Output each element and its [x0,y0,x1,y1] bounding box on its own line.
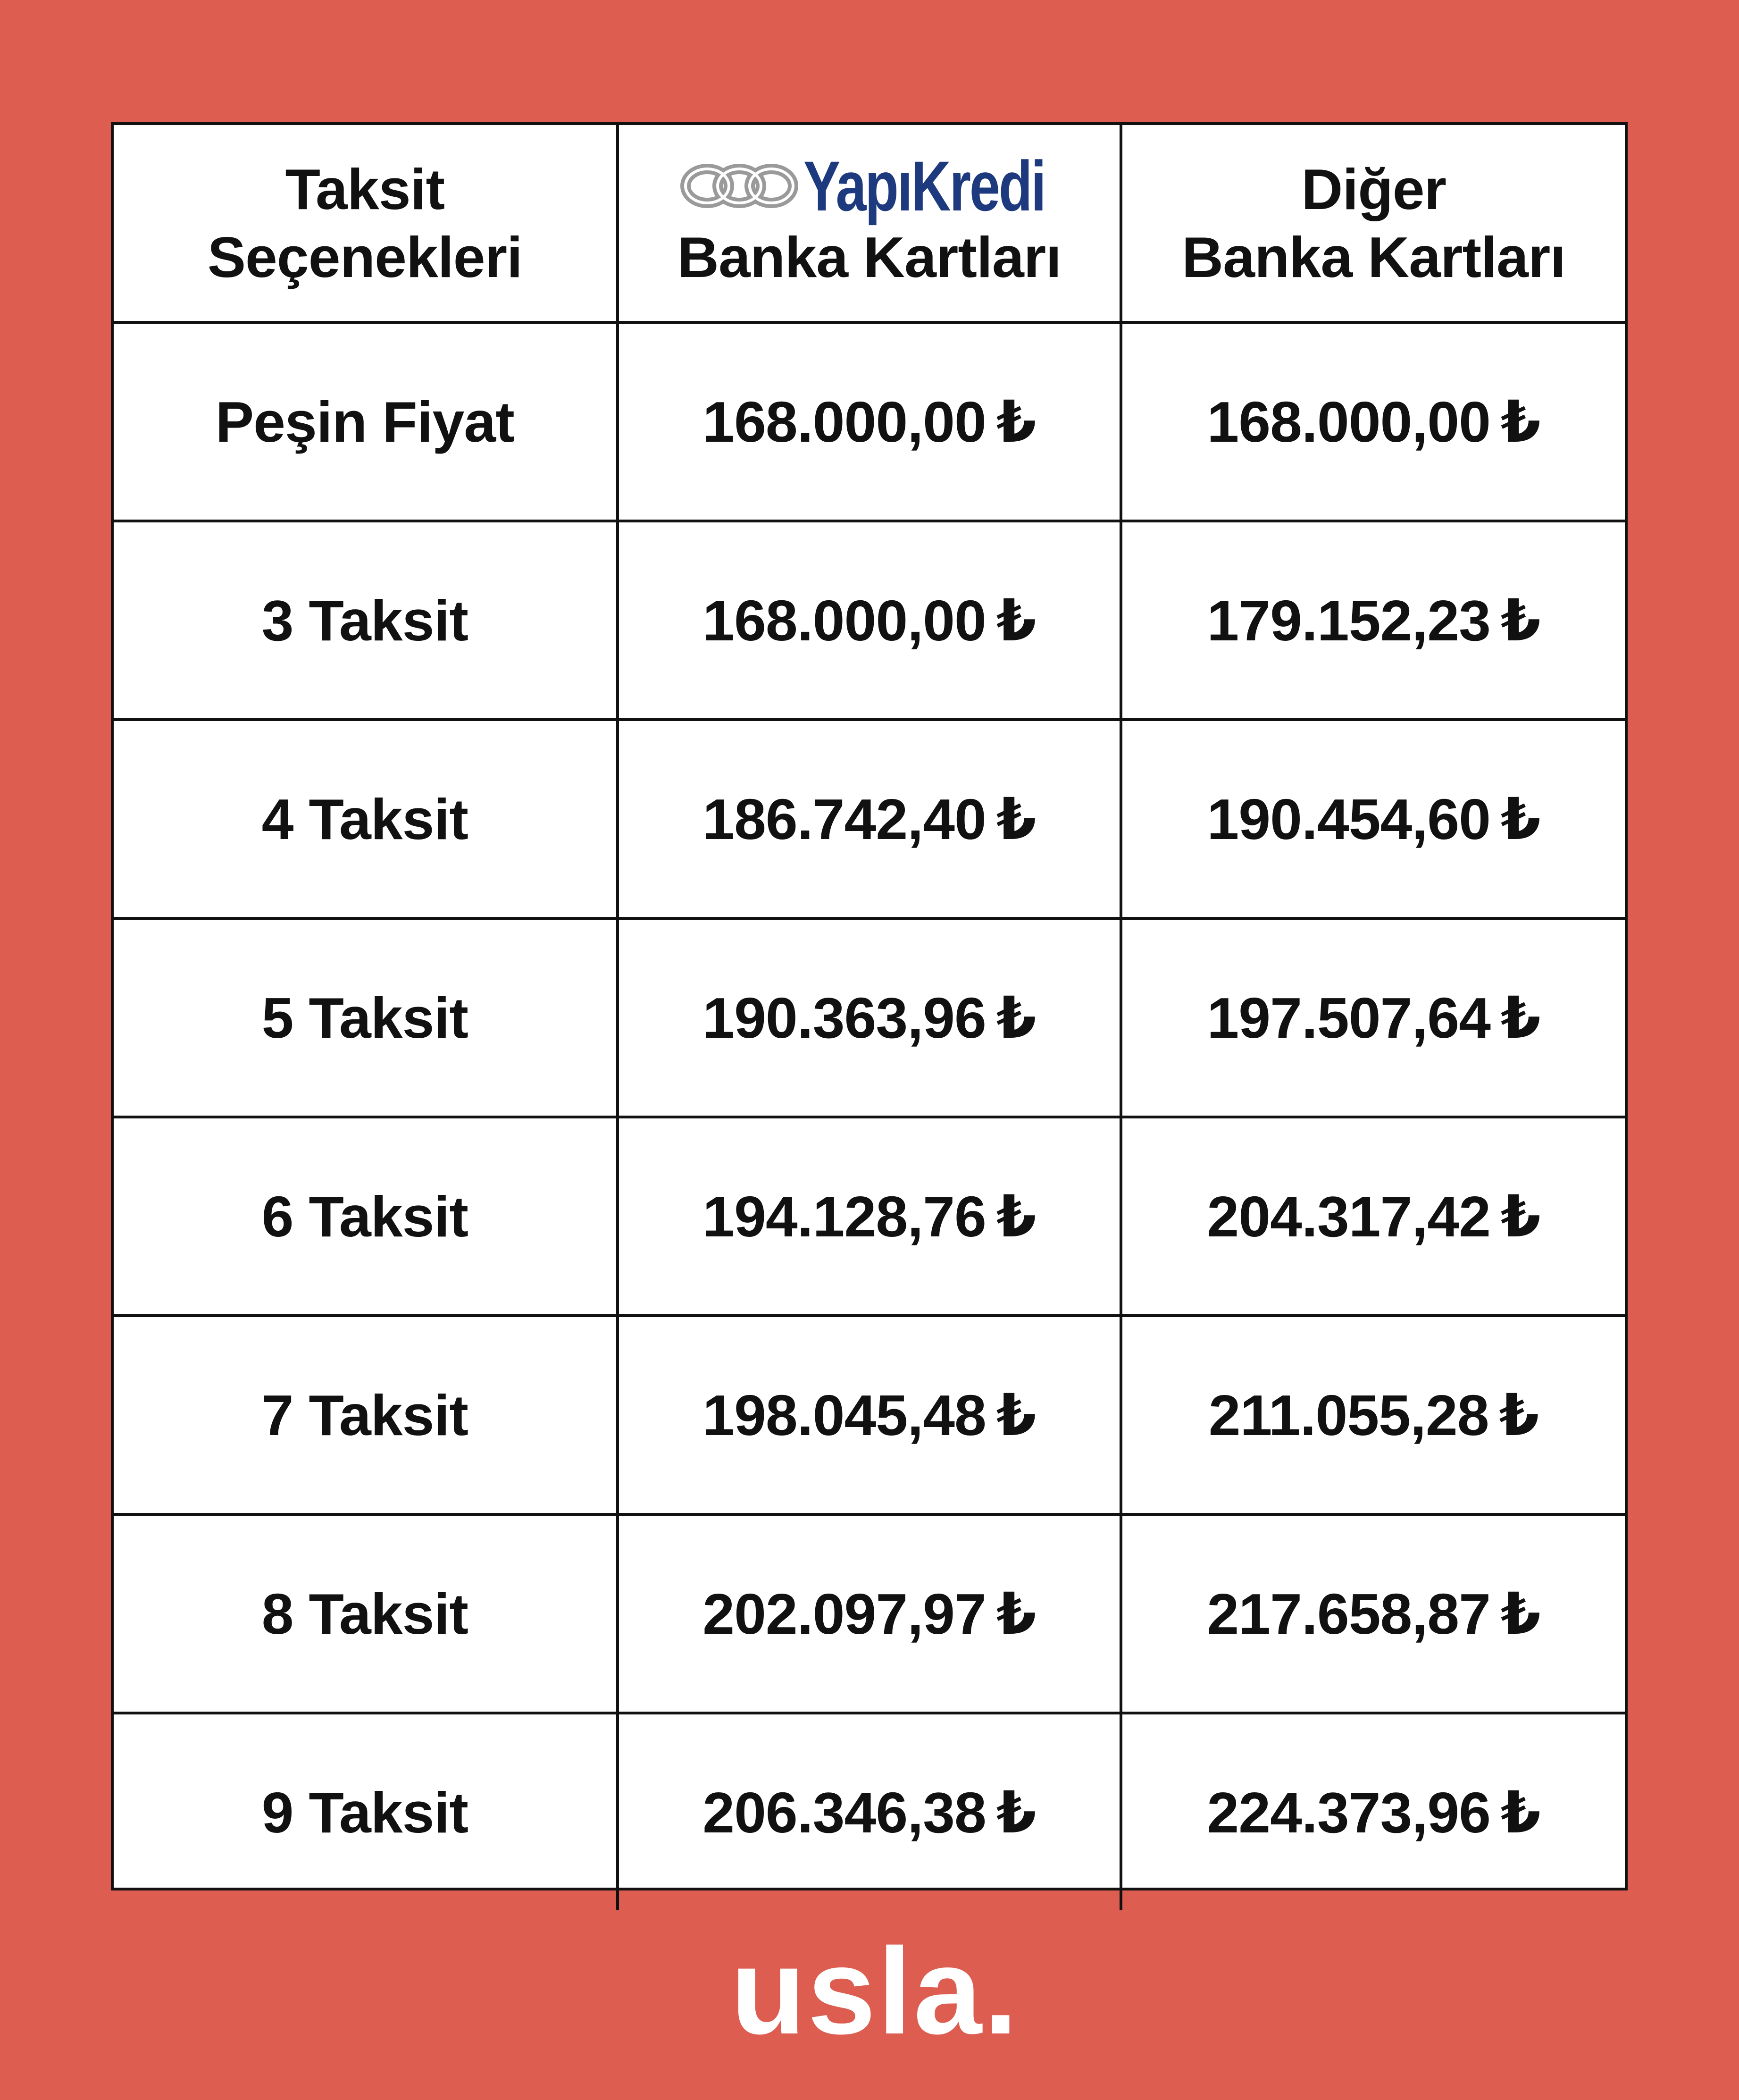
installment-table [114,125,1625,1910]
yapikredi-price-cell [618,521,1121,720]
other-banks-price-cell [1121,521,1625,720]
currency-symbol: ₺ [996,787,1036,851]
installment-option-label: 8 Taksit [114,1514,618,1713]
table-row [114,1713,1625,1910]
currency-symbol: ₺ [1501,1184,1540,1249]
yapikredi-price-cell [618,1514,1121,1713]
price-amount: 204.317,42 [1207,1184,1491,1249]
header-other-banks-line1: Diğer [1301,157,1446,221]
table-row [114,918,1625,1117]
other-banks-price-cell [1121,322,1625,521]
table-row [114,1316,1625,1514]
header-other-banks [1121,125,1625,322]
usla-logo-text: usla. [730,1923,1020,2060]
price-amount: 168.000,00 [1207,389,1491,454]
yapikredi-price-cell [618,1117,1121,1316]
usla-logo [722,1923,1028,2060]
price-amount: 217.658,87 [1207,1581,1491,1646]
table-row [114,1117,1625,1316]
table-row [114,720,1625,918]
installment-option-label: 3 Taksit [114,521,618,720]
price-amount: 194.128,76 [702,1184,986,1249]
currency-symbol: ₺ [996,1780,1036,1845]
installment-option-label: 6 Taksit [114,1117,618,1316]
header-installment-options-line2: Seçenekleri [207,225,522,289]
currency-symbol: ₺ [1501,1780,1540,1845]
currency-symbol: ₺ [1501,389,1540,454]
other-banks-price-cell [1121,1713,1625,1910]
header-installment-options-line1: Taksit [285,157,445,221]
table-header-row [114,125,1625,322]
other-banks-price-cell [1121,1316,1625,1514]
currency-symbol: ₺ [1501,787,1540,851]
header-yapikredi-subtitle: Banka Kartları [677,225,1062,289]
currency-symbol: ₺ [996,1383,1036,1447]
currency-symbol: ₺ [996,588,1036,653]
other-banks-price-cell [1121,918,1625,1117]
yapikredi-price-cell [618,1713,1121,1910]
currency-symbol: ₺ [1499,1383,1539,1447]
installment-option-label: 9 Taksit [114,1713,618,1910]
table-row [114,521,1625,720]
header-installment-options [114,125,618,322]
installment-option-label: 5 Taksit [114,918,618,1117]
yapikredi-price-cell [618,1316,1121,1514]
price-amount: 198.045,48 [702,1383,986,1447]
other-banks-price-cell [1121,1117,1625,1316]
currency-symbol: ₺ [1501,1581,1540,1646]
currency-symbol: ₺ [1501,588,1540,653]
header-other-banks-line2: Banka Kartları [1182,225,1566,289]
currency-symbol: ₺ [996,1184,1036,1249]
yapikredi-emblem-icon [678,155,801,217]
other-banks-price-cell [1121,720,1625,918]
installment-option-label: 4 Taksit [114,720,618,918]
installment-option-label: Peşin Fiyat [114,322,618,521]
price-amount: 168.000,00 [702,588,986,653]
other-banks-price-cell [1121,1514,1625,1713]
price-amount: 211.055,28 [1208,1383,1489,1447]
yapikredi-logo [619,146,1120,226]
price-amount: 202.097,97 [702,1581,986,1646]
price-amount: 168.000,00 [702,389,986,454]
price-amount: 224.373,96 [1207,1780,1491,1845]
currency-symbol: ₺ [996,389,1036,454]
currency-symbol: ₺ [1501,985,1540,1050]
price-amount: 179.152,23 [1207,588,1491,653]
yapikredi-wordmark: YapıKredi [803,146,1045,226]
yapikredi-price-cell [618,918,1121,1117]
installment-table-container [111,122,1628,1890]
price-amount: 186.742,40 [702,787,986,851]
price-amount: 197.507,64 [1207,985,1491,1050]
table-row [114,1514,1625,1713]
header-yapikredi [618,125,1121,322]
currency-symbol: ₺ [996,1581,1036,1646]
table-row [114,322,1625,521]
currency-symbol: ₺ [996,985,1036,1050]
yapikredi-price-cell [618,322,1121,521]
installment-option-label: 7 Taksit [114,1316,618,1514]
price-amount: 190.454,60 [1207,787,1491,851]
yapikredi-price-cell [618,720,1121,918]
price-amount: 206.346,38 [702,1780,986,1845]
price-amount: 190.363,96 [702,985,986,1050]
